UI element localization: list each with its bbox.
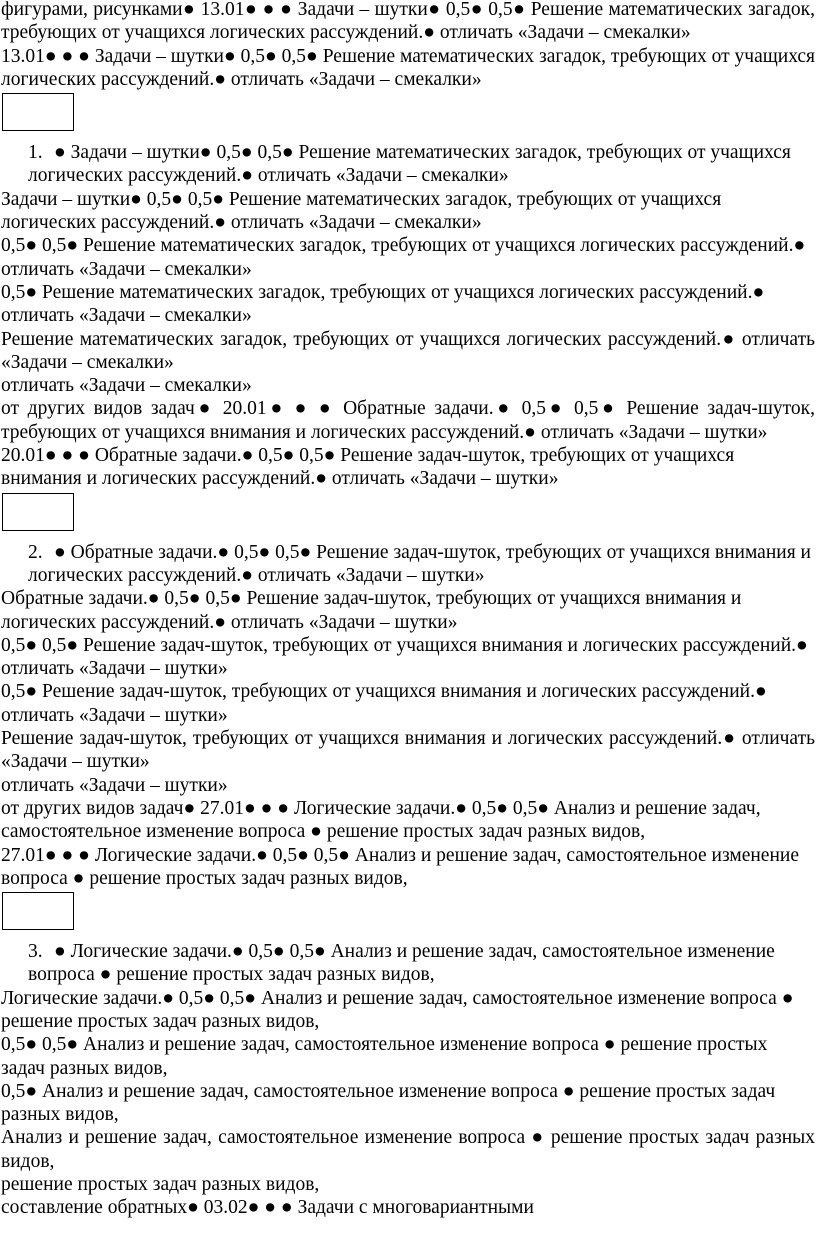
paragraph: 0,5● Анализ и решение задач, самостоятельное изменение вопроса ● решение простых задач разных видов, [1, 1080, 776, 1126]
list-text: ● Задачи – шутки● 0,5● 0,5● Решение математических загадок, требующих от учащихся логических рассуждений.● отличать «Задачи – смекалки» [28, 142, 791, 187]
paragraph: от других видов задач● 27.01● ● ● Логические задачи.● 0,5● 0,5● Анализ и решение задач, самостоятельное изменение вопроса ● решение простых задач разных видов, [1, 797, 761, 843]
paragraph: 0,5● 0,5● Решение задач-шуток, требующих от учащихся внимания и логических рассуждений.● отличать «Задачи – шутки» [1, 634, 808, 680]
paragraph: от других видов задач● 20.01● ● ● Обратные задачи.● 0,5● 0,5● Решение задач-шуток, требующих от учащихся внимания и логических рассуждений.● отличать «Задачи – шутки» [1, 398, 815, 443]
list-number: 2. [28, 541, 43, 563]
paragraph: Анализ и решение задач, самостоятельное изменение вопроса ● решение простых задач разных видов, [1, 1127, 815, 1172]
paragraph: отличать «Задачи – шутки» [1, 774, 228, 796]
paragraph: Решение задач-шуток, требующих от учащихся внимания и логических рассуждений.● отличать «Задачи – шутки» [1, 728, 815, 773]
paragraph: Обратные задачи.● 0,5● 0,5● Решение задач-шуток, требующих от учащихся внимания и логических рассуждений.● отличать «Задачи – шутки» [1, 588, 742, 633]
empty-table-cell [2, 493, 74, 531]
list-text: ● Обратные задачи.● 0,5● 0,5● Решение задач-шуток, требующих от учащихся внимания и логических рассуждений.● отличать «Задачи – шутки» [28, 541, 811, 586]
list-text: ● Логические задачи.● 0,5● 0,5● Анализ и решение задач, самостоятельное изменение вопроса ● решение простых задач разных видов, [28, 941, 775, 986]
paragraph: 0,5● Решение математических загадок, требующих от учащихся логических рассуждений.● отличать «Задачи – смекалки» [1, 281, 765, 327]
paragraph: 20.01● ● ● Обратные задачи.● 0,5● 0,5● Решение задач-шуток, требующих от учащихся внимания и логических рассуждений.● отличать «Задачи – шутки» [1, 445, 735, 490]
paragraph: 0,5● 0,5● Анализ и решение задач, самостоятельное изменение вопроса ● решение простых задач разных видов, [1, 1034, 768, 1079]
paragraph: 0,5● Решение задач-шуток, требующих от учащихся внимания и логических рассуждений.● отличать «Задачи – шутки» [1, 681, 767, 726]
list-number: 3. [28, 941, 43, 963]
numbered-paragraph [0, 141, 816, 188]
list-number: 1. [28, 142, 43, 164]
empty-table-cell [2, 93, 74, 131]
paragraph: 0,5● 0,5● Решение математических загадок, требующих от учащихся логических рассуждений.● отличать «Задачи – смекалки» [1, 235, 806, 280]
empty-table-cell [2, 892, 74, 930]
paragraph: Логические задачи.● 0,5● 0,5● Анализ и решение задач, самостоятельное изменение вопроса ● решение простых задач разных видов, [1, 987, 794, 1032]
paragraph: Решение математических загадок, требующих от учащихся логических рассуждений.● отличать «Задачи – смекалки» [1, 328, 815, 373]
paragraph: фигурами, рисунками● 13.01● ● ● Задачи – шутки● 0,5● 0,5● Решение математических загадок, требующих от учащихся логических рассуждений.● отличать «Задачи – смекалки» [1, 0, 815, 44]
paragraph: Задачи – шутки● 0,5● 0,5● Решение математических загадок, требующих от учащихся логических рассуждений.● отличать «Задачи – смекалки» [1, 188, 722, 234]
paragraph: 27.01● ● ● Логические задачи.● 0,5● 0,5● Анализ и решение задач, самостоятельное изменение вопроса ● решение простых задач разных видов, [1, 844, 799, 889]
paragraph: отличать «Задачи – смекалки» [1, 375, 252, 397]
paragraph: решение простых задач разных видов, [1, 1174, 320, 1196]
paragraph: составление обратных● 03.02● ● ● Задачи с многовариантными [1, 1197, 534, 1219]
numbered-paragraph [0, 541, 816, 588]
numbered-paragraph [0, 940, 816, 987]
paragraph: 13.01● ● ● Задачи – шутки● 0,5● 0,5● Решение математических загадок, требующих от учащихся логических рассуждений.● отличать «Задачи – смекалки» [1, 45, 816, 90]
